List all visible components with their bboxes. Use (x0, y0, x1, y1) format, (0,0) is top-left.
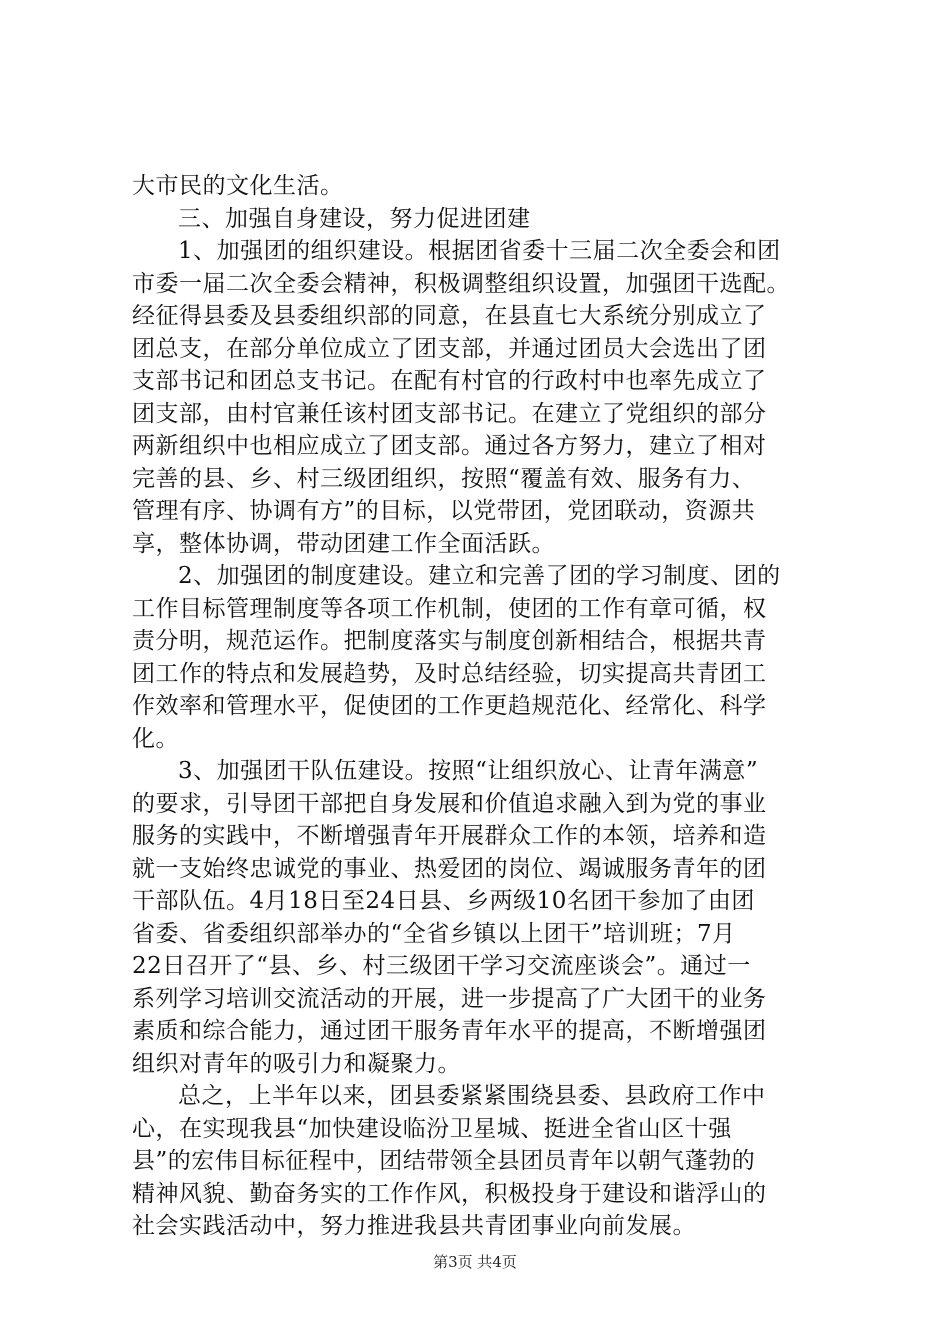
page-number: 第3页 共4页 (433, 1253, 517, 1271)
text-line: 的要求，引导团干部把自身发展和价值追求融入到为党的事业 (132, 790, 767, 817)
document-body (132, 170, 828, 1243)
text-line: 团工作的特点和发展趋势，及时总结经验，切实提高共青团工 (132, 660, 767, 687)
text-line: 经征得县委及县委组织部的同意，在县直七大系统分别成立了 (132, 303, 767, 329)
text-line: 干部队伍。4月18日至24日县、乡两级10名团干参加了由团 (132, 888, 755, 914)
text-line: 22日召开了“县、乡、村三级团干学习交流座谈会”。通过一 (132, 953, 751, 979)
text-line: 团支部，由村官兼任该村团支部书记。在建立了党组织的部分 (132, 400, 767, 427)
text-line: 组织对青年的吸引力和凝聚力。 (132, 1050, 461, 1077)
text-line: 团总支，在部分单位成立了团支部，并通过团员大会选出了团 (132, 335, 767, 362)
text-line: 大市民的文化生活。 (132, 173, 344, 199)
text-line: 就一支始终忠诚党的事业、热爱团的岗位、竭诚服务青年的团 (132, 855, 767, 882)
text-line: 服务的实践中，不断增强青年开展群众工作的本领，培养和造 (132, 823, 767, 849)
text-line: 1、加强团的组织建设。根据团省委十三届二次全委会和团 (178, 238, 781, 264)
page-footer (0, 1251, 950, 1272)
text-line: 2、加强团的制度建设。建立和完善了团的学习制度、团的 (178, 563, 781, 589)
text-line: 市委一届二次全委会精神，积极调整组织设置，加强团干选配。 (132, 270, 790, 297)
text-line: 省委、省委组织部举办的“全省乡镇以上团干”培训班；7月 (132, 920, 736, 947)
text-line: 3、加强团干队伍建设。按照“让组织放心、让青年满意” (178, 758, 759, 784)
text-line: 社会实践活动中，努力推进我县共青团事业向前发展。 (132, 1213, 696, 1239)
text-line: 作效率和管理水平，促使团的工作更趋规范化、经常化、科学 (132, 693, 767, 719)
text-line: 素质和综合能力，通过团干服务青年水平的提高，不断增强团 (132, 1018, 767, 1044)
text-line: 享，整体协调，带动团建工作全面活跃。 (132, 530, 555, 557)
text-line: 三、加强自身建设，努力促进团建 (178, 205, 531, 232)
text-line: 工作目标管理制度等各项工作机制，使团的工作有章可循，权 (132, 595, 767, 622)
text-line: 责分明，规范运作。把制度落实与制度创新相结合，根据共青 (132, 628, 767, 654)
text-line: 化。 (132, 725, 179, 752)
text-line: 两新组织中也相应成立了团支部。通过各方努力，建立了相对 (132, 433, 767, 459)
text-line: 完善的县、乡、村三级团组织，按照“覆盖有效、服务有力、 (132, 465, 756, 492)
text-line: 管理有序、协调有方”的目标，以党带团，党团联动，资源共 (132, 498, 756, 524)
text-line: 精神风貌、勤奋务实的工作作风，积极投身于建设和谐浮山的 (132, 1180, 767, 1207)
text-line: 心，在实现我县“加快建设临汾卫星城、挺进全省山区十强 (132, 1115, 732, 1142)
text-line: 县”的宏伟目标征程中，团结带领全县团员青年以朝气蓬勃的 (132, 1148, 756, 1174)
text-line: 总之，上半年以来，团县委紧紧围绕县委、县政府工作中 (178, 1083, 766, 1109)
text-line: 系列学习培训交流活动的开展，进一步提高了广大团干的业务 (132, 985, 767, 1012)
text-line: 支部书记和团总支书记。在配有村官的行政村中也率先成立了 (132, 368, 767, 394)
